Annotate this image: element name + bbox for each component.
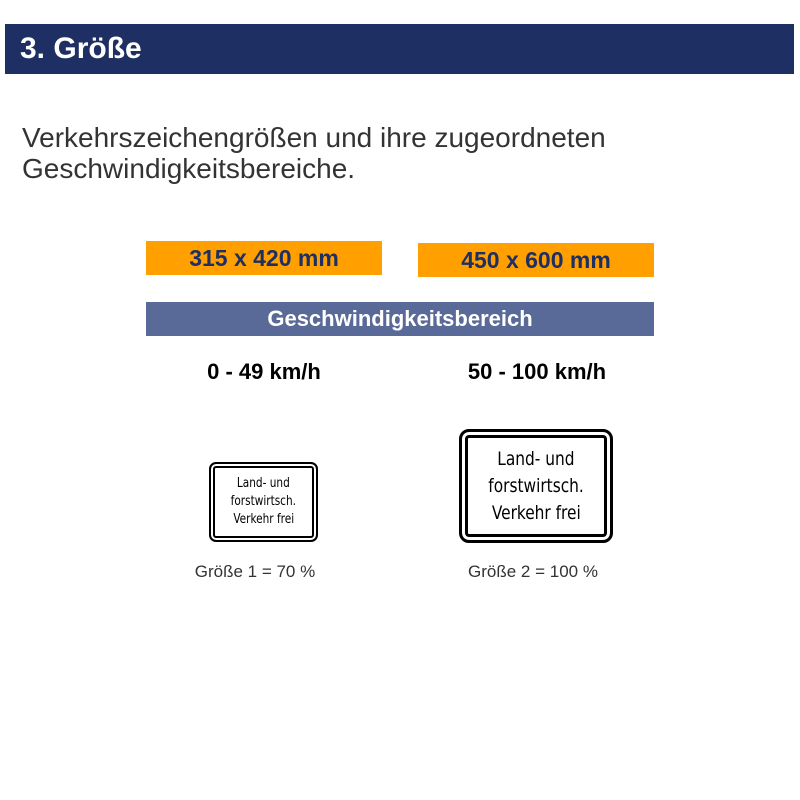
intro-text bbox=[22, 122, 782, 184]
sign-large-line-2: forstwirtsch. bbox=[488, 474, 584, 497]
speed-range-small: 0 - 49 km/h bbox=[207, 359, 321, 384]
traffic-sign-small bbox=[209, 462, 318, 542]
size-caption-large: Größe 2 = 100 % bbox=[468, 562, 598, 581]
section-header bbox=[5, 24, 794, 74]
size-caption-small: Größe 1 = 70 % bbox=[194, 562, 316, 581]
sign-small-line-2: forstwirtsch. bbox=[230, 494, 297, 509]
section-title: 3. Größe bbox=[20, 32, 142, 65]
sign-large-line-1: Land- und bbox=[497, 447, 575, 470]
size-label-small: 315 x 420 mm bbox=[146, 241, 382, 275]
speed-range-large: 50 - 100 km/h bbox=[467, 359, 607, 384]
speed-range-header: Geschwindigkeitsbereich bbox=[146, 302, 654, 336]
sign-small-line-1: Land- und bbox=[237, 476, 290, 491]
sign-small-line-3: Verkehr frei bbox=[233, 512, 294, 527]
traffic-sign-large bbox=[459, 429, 613, 543]
size-label-large: 450 x 600 mm bbox=[418, 243, 654, 277]
intro-line-2: Geschwindigkeitsbereiche. bbox=[22, 153, 356, 184]
sign-large-line-3: Verkehr frei bbox=[491, 501, 581, 524]
intro-line-1: Verkehrszeichengrößen und ihre zugeordneten bbox=[22, 122, 606, 153]
